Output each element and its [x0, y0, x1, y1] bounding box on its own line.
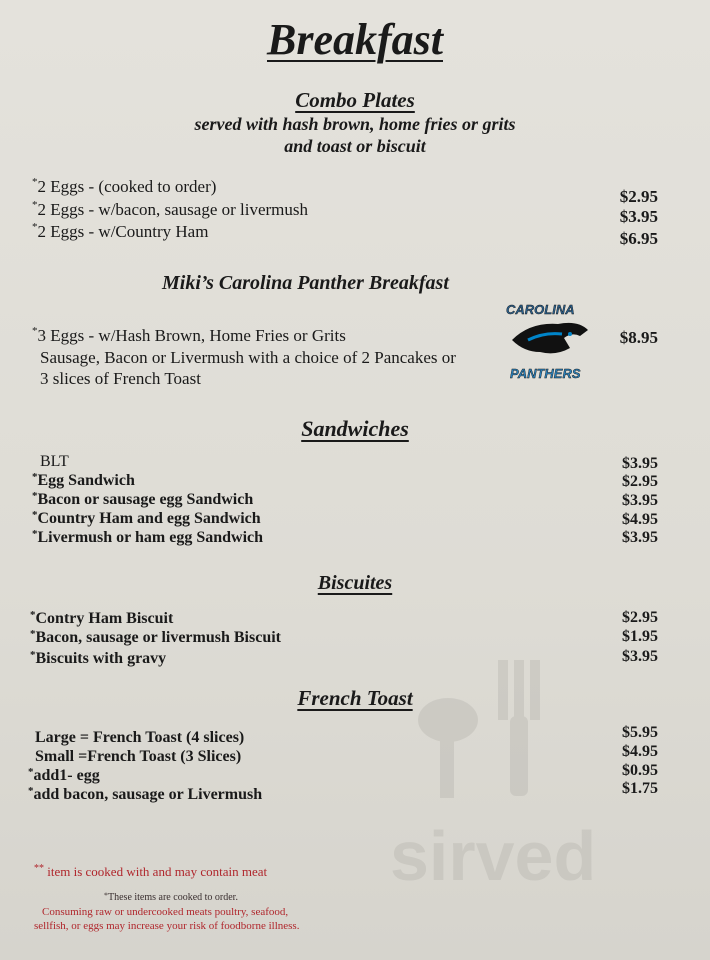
- menu-item: *Contry Ham Biscuit: [30, 609, 174, 627]
- svg-text:PANTHERS: PANTHERS: [510, 366, 581, 381]
- meat-note: ** item is cooked with and may contain meat: [34, 863, 268, 879]
- panther-line1: *3 Eggs - w/Hash Brown, Home Fries or Grits: [32, 325, 346, 345]
- menu-item-price: $2.95: [622, 609, 658, 626]
- menu-item-price: $4.95: [622, 743, 658, 760]
- biscuites-heading: Biscuites: [317, 572, 393, 594]
- menu-item: *Egg Sandwich: [32, 471, 135, 489]
- menu-item-price: $3.95: [622, 648, 658, 665]
- menu-item: Small =French Toast (3 Slices): [35, 748, 242, 765]
- menu-item-price: $2.95: [622, 473, 658, 490]
- combo-plates-subtitle-line2: and toast or biscuit: [284, 136, 426, 156]
- combo-plates-heading: Combo Plates: [295, 88, 415, 112]
- carolina-panthers-logo-icon: [500, 296, 610, 388]
- panther-price: $8.95: [619, 328, 658, 347]
- menu-item: *2 Eggs - w/bacon, sausage or livermush: [32, 199, 309, 219]
- menu-title: Breakfast: [267, 15, 443, 64]
- food-warning-line1: Consuming raw or undercooked meats poultry, seafood,: [42, 906, 289, 918]
- menu-item-price: $1.95: [622, 628, 658, 645]
- menu-item-price: $1.75: [622, 780, 658, 797]
- menu-item: BLT: [40, 453, 69, 470]
- menu-item-price: $3.95: [622, 529, 658, 546]
- food-warning-line2: sellfish, or eggs may increase your risk of foodborne illness.: [34, 920, 300, 932]
- menu-item: *Biscuits with gravy: [30, 649, 167, 667]
- menu-item: *2 Eggs - w/Country Ham: [32, 221, 209, 241]
- menu-item-price: $3.95: [619, 207, 658, 226]
- sandwiches-heading: Sandwiches: [301, 416, 409, 441]
- menu-item: *add1- egg: [28, 766, 100, 784]
- panther-breakfast-heading: Miki’s Carolina Panther Breakfast: [162, 272, 449, 294]
- svg-text:sirved: sirved: [390, 817, 597, 895]
- menu-item-price: $4.95: [622, 511, 658, 528]
- menu-item: *Country Ham and egg Sandwich: [32, 509, 261, 527]
- cooked-to-order-note: *These items are cooked to order.: [104, 891, 238, 903]
- menu-item: *Livermush or ham egg Sandwich: [32, 528, 264, 546]
- menu-item-price: $6.95: [619, 229, 658, 248]
- menu-item: *add bacon, sausage or Livermush: [28, 785, 263, 803]
- menu-item: Large = French Toast (4 slices): [35, 729, 245, 746]
- panther-line2: Sausage, Bacon or Livermush with a choice of 2 Pancakes or: [40, 348, 456, 367]
- panther-line3: 3 slices of French Toast: [40, 369, 201, 388]
- combo-plates-subtitle-line1: served with hash brown, home fries or grits: [194, 114, 516, 134]
- menu-item: *Bacon or sausage egg Sandwich: [32, 490, 254, 508]
- menu-item-price: $3.95: [622, 455, 658, 472]
- menu-item-price: $0.95: [622, 762, 658, 779]
- menu-item-price: $3.95: [622, 492, 658, 509]
- svg-text:CAROLINA: CAROLINA: [506, 302, 575, 317]
- menu-item-price: $2.95: [619, 187, 658, 206]
- menu-item: *2 Eggs - (cooked to order): [32, 176, 217, 196]
- french-toast-heading: French Toast: [297, 686, 413, 710]
- menu-item-price: $5.95: [622, 724, 658, 741]
- menu-item: *Bacon, sausage or livermush Biscuit: [30, 628, 281, 646]
